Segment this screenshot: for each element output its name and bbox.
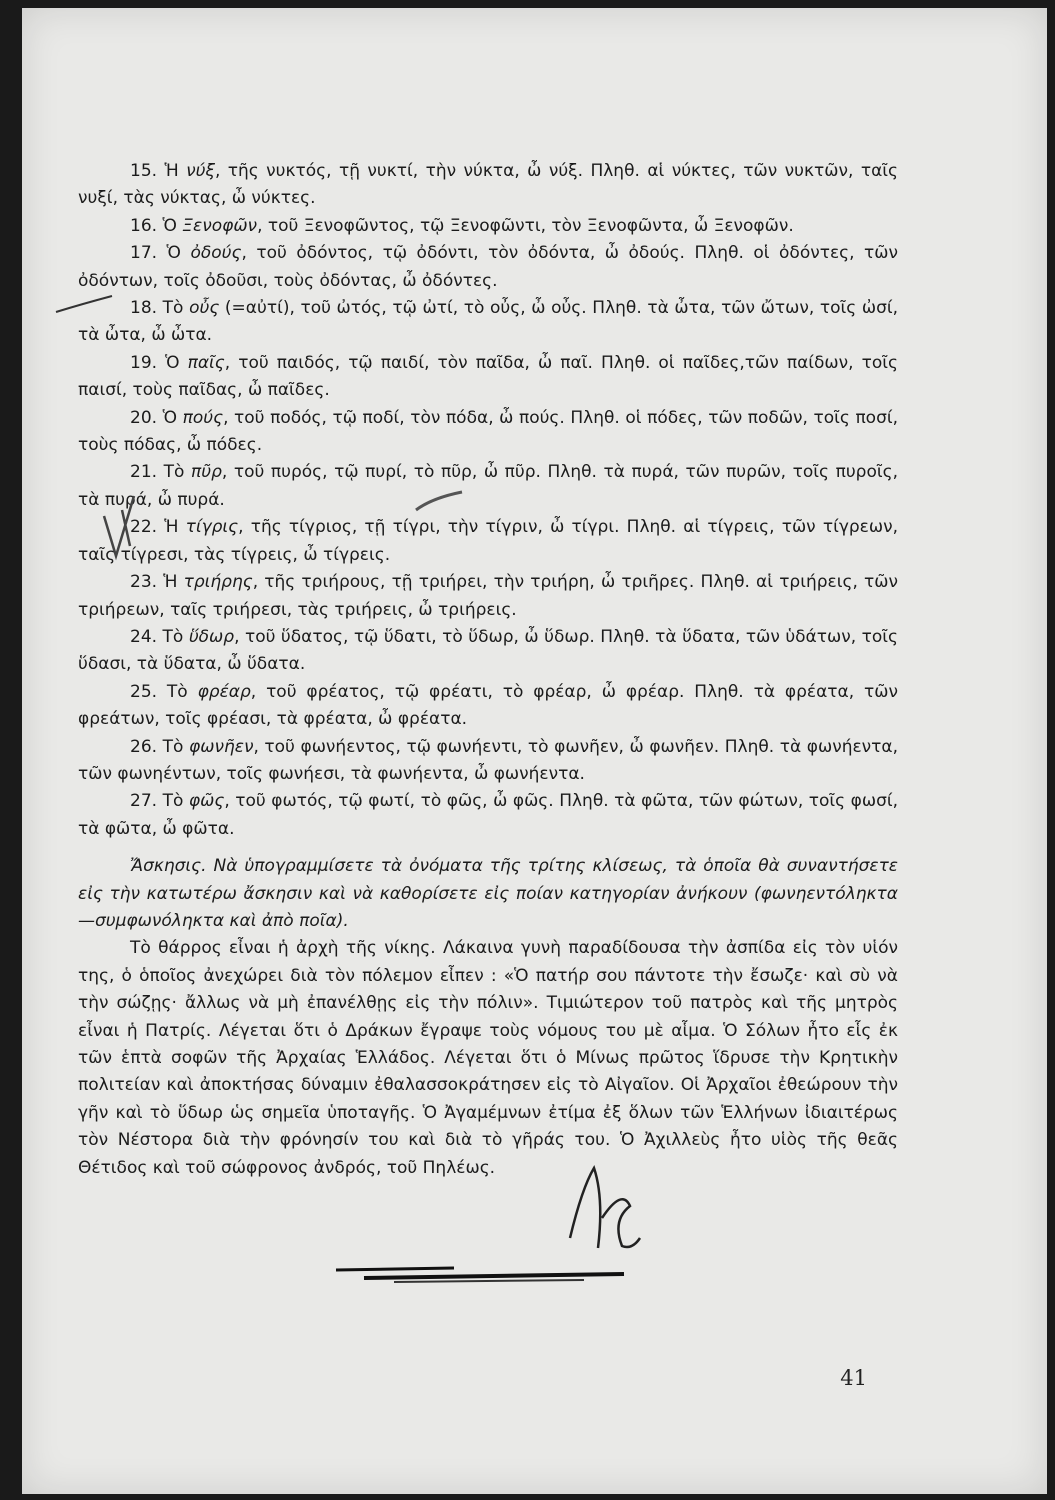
declension-entry — [78, 459, 898, 514]
entry-headword: ὀδούς — [190, 243, 242, 264]
entry-number: 26. — [130, 736, 158, 757]
declension-entry — [78, 213, 898, 240]
declension-entry — [78, 295, 898, 350]
entry-headword: τριήρης — [183, 572, 253, 593]
entry-forms: , τοῦ ὕδατος, τῷ ὕδατι, τὸ ὕδωρ, ὦ ὕδωρ. Πληθ. τὰ ὕδατα, τῶν ὑδάτων, τοῖς ὕδασι, τὰ ὕδατα, ὦ ὕδατα. — [78, 626, 898, 675]
declension-entry — [78, 788, 898, 843]
entry-article: Ἡ — [163, 572, 178, 593]
entry-forms: , τοῦ φωτός, τῷ φωτί, τὸ φῶς, ὦ φῶς. Πληθ. τὰ φῶτα, τῶν φώτων, τοῖς φωσί, τὰ φῶτα, ὦ φῶτα. — [78, 791, 899, 839]
declension-entry — [78, 624, 898, 679]
entry-forms: , τοῦ πυρός, τῷ πυρί, τὸ πῦρ, ὦ πῦρ. Πληθ. τὰ πυρά, τῶν πυρῶν, τοῖς πυροῖς, τὰ πυρά, ὦ πυρά. — [78, 462, 898, 510]
declension-entry — [78, 350, 898, 405]
entry-article: Ὁ — [162, 215, 177, 236]
entry-forms: , τοῦ ὀδόντος, τῷ ὀδόντι, τὸν ὀδόντα, ὦ ὀδούς. Πληθ. οἱ ὀδόντες, τῶν ὀδόντων, τοῖς ὀδοῦσι, τοὺς ὀδόντας, ὦ ὀδόντες. — [78, 243, 898, 291]
entry-number: 18. — [130, 298, 158, 319]
declension-entry — [78, 158, 898, 213]
entry-number: 15. — [130, 161, 158, 181]
entry-number: 25. — [130, 681, 158, 702]
entry-number: 27. — [130, 791, 158, 812]
entry-headword: ὕδωρ — [188, 626, 235, 647]
entry-headword: φῶς — [188, 791, 225, 812]
entry-forms: , τοῦ φρέατος, τῷ φρέατι, τὸ φρέαρ, ὦ φρέαρ. Πληθ. τὰ φρέατα, τῶν φρεάτων, τοῖς φρέασι, τὰ φρέατα, ὦ φρέατα. — [78, 681, 898, 730]
entry-headword: τίγρις — [185, 517, 239, 538]
entry-number: 16. — [130, 215, 158, 236]
pen-mark-tick — [412, 488, 472, 518]
declension-entry — [78, 569, 898, 624]
page-number: 41 — [840, 1366, 867, 1390]
entry-article: Ὁ — [166, 243, 181, 264]
entry-forms: , τῆς νυκτός, τῇ νυκτί, τὴν νύκτα, ὦ νύξ. Πληθ. αἱ νύκτες, τῶν νυκτῶν, ταῖς νυξί, τὰς νύκτας, ὦ νύκτες. — [78, 161, 899, 209]
entry-headword: πῦρ — [191, 462, 222, 483]
entry-article: Τὸ — [163, 462, 185, 483]
declension-entry — [78, 405, 898, 460]
declension-entry — [78, 679, 898, 734]
declension-entry — [78, 514, 898, 569]
entry-headword: νύξ — [186, 161, 215, 181]
entry-number: 23. — [130, 572, 158, 593]
pen-mark-v — [94, 486, 154, 566]
entry-article: Τὸ — [162, 298, 184, 319]
declension-entry — [78, 240, 898, 295]
declension-entry — [78, 734, 898, 789]
entry-headword: φωνῆεν — [189, 736, 254, 757]
entry-headword: παῖς — [187, 352, 225, 373]
entry-article: Τὸ — [162, 736, 184, 757]
entry-number: 24. — [130, 626, 158, 647]
exercise-passage: Τὸ θάρρος εἶναι ἡ ἀρχὴ τῆς νίκης. Λάκαινα γυνὴ παραδίδουσα τὴν ἀσπίδα εἰς τὸν υἱόν της, ὁ ὁποῖος ἀνεχώρει διὰ τὸν πόλεμον εἶπεν : «Ὁ πατήρ σου πάντοτε τὴν ἔσωζε· καὶ σὺ νὰ τὴν σώζῃς· ἄλλως νὰ μὴ ἐπανέλθῃς εἰς τὴν πόλιν». Τιμιώτερον τοῦ πατρὸς καὶ τῆς μητρὸς εἶναι ἡ Πατρίς. Λέγεται ὅτι ὁ Δράκων ἔγραψε τοὺς νόμους του μὲ αἷμα. Ὁ Σόλων ἦτο εἷς ἐκ τῶν ἑπτὰ σοφῶν τῆς Ἀρχαίας Ἑλλάδος. Λέγεται ὅτι ὁ Μίνως πρῶτος ἵδρυσε τὴν Κρητικὴν πολιτείαν καὶ ἀποκτήσας δύναμιν ἐθαλασσοκράτησεν εἰς τὸ Αἰγαῖον. Οἱ Ἀρχαῖοι ἐθεώρουν τὴν γῆν καὶ τὸ ὕδωρ ὡς σημεῖα ὑποταγῆς. Ὁ Ἀγαμέμνων ἐτίμα ἐξ ὅλων τῶν Ἑλλήνων ἰδιαιτέρως τὸν Νέστορα διὰ τὴν φρόνησίν του καὶ διὰ τὸ γῆράς του. Ὁ Ἀχιλλεὺς ἦτο υἱὸς τῆς θεᾶς Θέτιδος καὶ τοῦ σώφρονος ἀνδρός, τοῦ Πηλέως. — [78, 938, 898, 1178]
entry-headword: οὖς — [189, 298, 220, 319]
entry-headword: πούς — [182, 407, 224, 428]
entry-number: 21. — [130, 462, 158, 483]
signature-mark — [552, 1158, 652, 1258]
scanned-page — [22, 8, 1047, 1494]
entry-forms: , τοῦ παιδός, τῷ παιδί, τὸν παῖδα, ὦ παῖ. Πληθ. οἱ παῖδες,τῶν παίδων, τοῖς παισί, τοὺς παῖδας, ὦ παῖδες. — [78, 352, 898, 401]
entry-forms: , τοῦ Ξενοφῶντος, τῷ Ξενοφῶντι, τὸν Ξενοφῶντα, ὦ Ξενοφῶν. — [257, 215, 794, 236]
entry-forms: , τοῦ ποδός, τῷ ποδί, τὸν πόδα, ὦ πούς. Πληθ. οἱ πόδες, τῶν ποδῶν, τοῖς ποσί, τοὺς πόδας, ὦ πόδες. — [78, 407, 899, 456]
end-rule — [334, 1258, 634, 1288]
declension-list — [78, 158, 898, 843]
entry-forms: , τῆς τριήρους, τῇ τριήρει, τὴν τριήρη, ὦ τριῆρες. Πληθ. αἱ τριήρεις, τῶν τριήρεων, ταῖς τριήρεσι, τὰς τριήρεις, ὦ τριήρεις. — [78, 572, 898, 620]
entry-forms: (=αὐτί), τοῦ ὠτός, τῷ ὠτί, τὸ οὖς, ὦ οὖς. Πληθ. τὰ ὦτα, τῶν ὤτων, τοῖς ὠσί, τὰ ὦτα, ὦ ὦτα. — [78, 298, 899, 346]
entry-article: Ἡ — [164, 161, 179, 181]
entry-article: Ἡ — [164, 517, 179, 538]
entry-article: Ὁ — [165, 352, 180, 373]
entry-headword: Ξενοφῶν — [182, 215, 258, 236]
entry-article: Ὁ — [162, 407, 178, 428]
pen-mark-dash — [52, 290, 122, 320]
entry-number: 19. — [130, 352, 158, 373]
entry-forms: , τοῦ φωνήεντος, τῷ φωνήεντι, τὸ φωνῆεν, ὦ φωνῆεν. Πληθ. τὰ φωνήεντα, τῶν φωνηέντων, τοῖς φωνήεσι, τὰ φωνήεντα, ὦ φωνήεντα. — [78, 736, 899, 784]
entry-article: Τὸ — [162, 626, 184, 647]
entry-headword: φρέαρ — [197, 681, 251, 702]
entry-article: Τὸ — [162, 791, 184, 812]
entry-number: 20. — [130, 407, 158, 428]
entry-article: Τὸ — [166, 681, 188, 702]
entry-forms: , τῆς τίγριος, τῇ τίγρι, τὴν τίγριν, ὦ τίγρι. Πληθ. αἱ τίγρεις, τῶν τίγρεων, ταῖς τίγρεσι, τὰς τίγρεις, ὦ τίγρεις. — [78, 517, 899, 565]
entry-number: 22. — [130, 517, 158, 538]
entry-number: 17. — [130, 243, 158, 264]
page-body — [78, 158, 898, 1182]
exercise-instructions: Ἄσκησις. Νὰ ὑπογραμμίσετε τὰ ὀνόματα τῆς τρίτης κλίσεως, τὰ ὁποῖα θὰ συναντήσετε εἰς τὴν κατωτέρω ἄσκησιν καὶ νὰ καθορίσετε εἰς ποίαν κατηγορίαν ἀνήκουν (φωνηεντόληκτα—συμφωνόληκτα καὶ ἀπὸ ποῖα). — [78, 856, 898, 931]
